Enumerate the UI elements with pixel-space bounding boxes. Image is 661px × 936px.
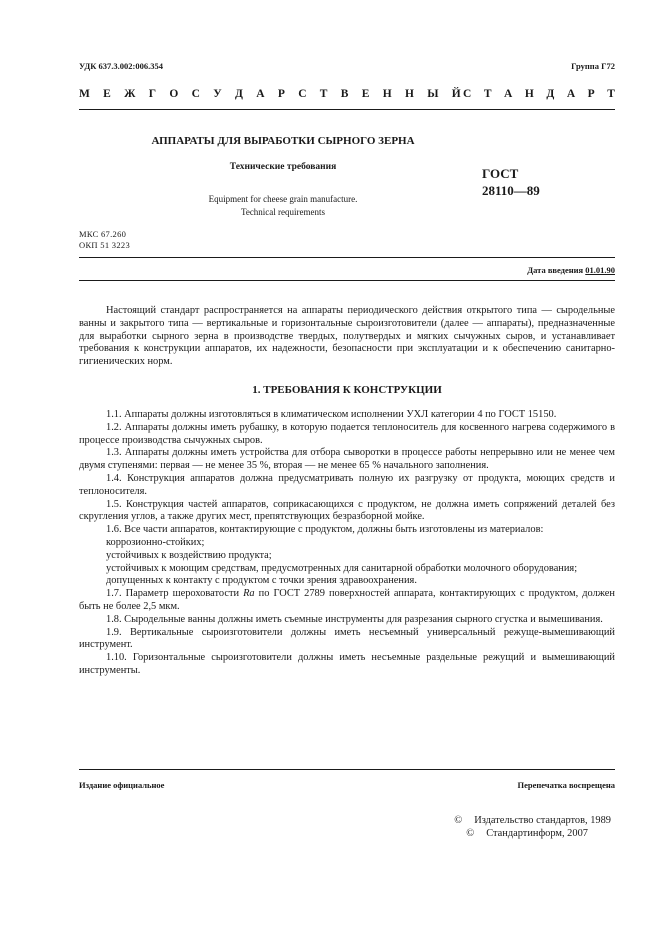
ra-symbol: Ra: [243, 588, 255, 600]
copyright-line-2: © Стандартинформ, 2007: [466, 828, 588, 839]
interstate-standard-banner: [79, 88, 615, 100]
udk-code: УДК 637.3.002:006.354: [79, 61, 163, 71]
codes-divider: [79, 257, 615, 258]
header-top: [79, 61, 615, 71]
english-title: [133, 193, 433, 219]
official-edition: Издание официальное: [79, 780, 165, 790]
banner-letter: Й: [451, 88, 461, 100]
copyright-block: [454, 814, 611, 840]
banner-letter: С: [191, 88, 200, 100]
date-label: Дата введения: [527, 265, 584, 275]
date-value: 01.01.90: [585, 265, 615, 275]
intro-paragraph: Настоящий стандарт распространяется на аппараты периодического действия открытого типа — сыродельные ванны и закрытого типа — вертикальные и горизонтальные сыроизготовители (далее — аппараты), предназначенные для выработки сырного зерна в производстве твердых, полутвердых и мягких сычужных сыров, и устанавливает требования к конструкции аппаратов, их надежности, безопасности при эксплуатации и к обеспечению санитарно-гигиенических норм.: [79, 305, 615, 368]
clause-1-7: 1.7. Параметр шероховатости Ra по ГОСТ 2789 поверхностей аппарата, контактирующих с продуктом, должен быть не более 2,5 мкм.: [79, 588, 615, 612]
clause-1-6: 1.6. Все части аппаратов, контактирующие с продуктом, должны быть изготовлены из материалов:: [106, 524, 544, 536]
banner-word-2: [463, 88, 615, 100]
banner-letter: Р: [277, 88, 285, 100]
banner-divider: [79, 109, 615, 110]
reprint-forbidden: Перепечатка воспрещена: [517, 780, 615, 790]
clause-1-3: 1.3. Аппараты должны иметь устройства для отбора сыворотки в процессе работы непрерывно или не менее чем двумя ступенями: первая — не менее 35 %, вторая — не менее 65 % начального заполнения.: [79, 447, 615, 472]
banner-letter: Г: [148, 88, 157, 100]
banner-letter: О: [169, 88, 179, 100]
material-item-3: устойчивых к моющим средствам, предусмотренных для санитарной обработки молочного оборудования;: [106, 562, 578, 574]
banner-letter: С: [298, 88, 307, 100]
banner-letter: Т: [319, 88, 328, 100]
banner-letter: М: [79, 88, 90, 100]
material-item-1: коррозионно-стойких;: [106, 536, 205, 548]
banner-letter: Т: [483, 88, 492, 100]
gost-number: 28110—89: [482, 183, 540, 198]
section-1-body: [79, 409, 615, 678]
date-divider: [79, 280, 615, 281]
footer: [79, 780, 615, 790]
gost-label: ГОСТ: [482, 166, 519, 181]
clause-1-4: 1.4. Конструкция аппаратов должна предусматривать полную их разгрузку от продукта, моющих средств и теплоносителя.: [79, 472, 615, 497]
banner-letter: А: [504, 88, 513, 100]
banner-letter: Ж: [124, 88, 136, 100]
banner-letter: Т: [607, 88, 615, 100]
copyright-line-1: © Издательство стандартов, 1989: [454, 815, 611, 826]
clause-1-8: 1.8. Сыродельные ванны должны иметь съемные инструменты для разрезания сырного сгустка и вымешивания.: [106, 613, 603, 625]
section-1-title: 1. ТРЕБОВАНИЯ К КОНСТРУКЦИИ: [252, 384, 442, 396]
mks-code: МКС 67.260: [79, 229, 127, 239]
banner-letter: Н: [404, 88, 414, 100]
okp-code: ОКП 51 3223: [79, 240, 130, 250]
document-subtitle: Технические требования: [229, 162, 337, 172]
material-item-2: устойчивых к воздействию продукта;: [106, 549, 272, 561]
english-title-line-1: Equipment for cheese grain manufacture.: [208, 194, 358, 204]
banner-letter: Ы: [427, 88, 439, 100]
banner-letter: Д: [546, 88, 555, 100]
copyright-icon: ©: [466, 828, 475, 839]
introduction-date: [527, 265, 615, 275]
banner-letter: В: [340, 88, 349, 100]
clause-1-1: 1.1. Аппараты должны изготовляться в климатическом исполнении УХЛ категории 4 по ГОСТ 15150.: [106, 409, 557, 420]
banner-letter: А: [566, 88, 576, 100]
classification-codes: [79, 229, 130, 251]
banner-letter: Е: [103, 88, 111, 100]
banner-letter: Н: [524, 88, 534, 100]
banner-word-1: [79, 88, 461, 100]
clause-1-9: 1.9. Вертикальные сыроизготовители должны иметь несъемный универсальный режуще-вымешивающий инструмент.: [79, 626, 615, 651]
banner-letter: Н: [382, 88, 392, 100]
banner-letter: Д: [235, 88, 243, 100]
banner-letter: Р: [587, 88, 595, 100]
banner-letter: С: [463, 88, 472, 100]
banner-letter: У: [213, 88, 222, 100]
copyright-icon: ©: [454, 815, 463, 826]
material-item-4: допущенных к контакту с продуктом с точки зрения здравоохранения.: [106, 575, 417, 587]
banner-letter: А: [256, 88, 265, 100]
english-title-line-2: Technical requirements: [240, 207, 326, 217]
gost-designation: [482, 165, 540, 199]
clause-1-5: 1.5. Конструкция частей аппаратов, соприкасающихся с продуктом, не должна иметь сопряжений деталей без скругления углов, а также других мест, препятствующих безразборной мойке.: [79, 498, 615, 523]
document-title: АППАРАТЫ ДЛЯ ВЫРАБОТКИ СЫРНОГО ЗЕРНА: [151, 135, 415, 147]
footer-divider: [79, 769, 615, 770]
banner-letter: Е: [361, 88, 370, 100]
clause-1-2: 1.2. Аппараты должны иметь рубашку, в которую подается теплоноситель для косвенного нагрева содержимого в процессе производства сычужных сыров.: [79, 421, 615, 446]
group-code: Группа Г72: [571, 61, 615, 71]
clause-1-10: 1.10. Горизонтальные сыроизготовители должны иметь несъемные раздельные режущий и вымешивающий инструменты.: [79, 652, 615, 676]
